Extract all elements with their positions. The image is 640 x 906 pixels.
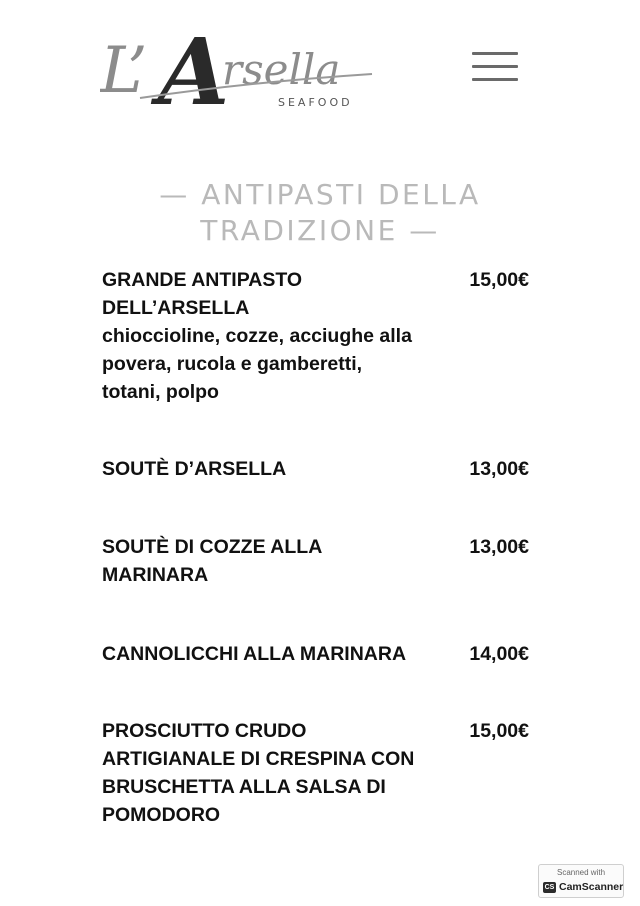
item-name-line: CANNOLICCHI ALLA MARINARA <box>102 643 407 665</box>
section-title-line-1: — ANTIPASTI DELLA <box>159 177 481 211</box>
item-description-line: totani, polpo <box>102 381 219 403</box>
item-name <box>102 266 447 406</box>
watermark-name: CamScanner <box>559 881 624 893</box>
hamburger-icon[interactable] <box>470 50 522 84</box>
section-title-line-2: TRADIZIONE — <box>200 213 440 247</box>
item-name-line: POMODORO <box>102 804 221 826</box>
logo-initial: L’ <box>100 34 148 108</box>
hamburger-bar <box>472 65 518 68</box>
brand-logo[interactable] <box>100 12 380 127</box>
item-description-line: chioccioline, cozze, acciughe alla <box>102 325 412 347</box>
item-price: 13,00€ <box>469 458 529 480</box>
item-name <box>102 455 447 483</box>
item-price: 15,00€ <box>469 269 529 291</box>
hamburger-bar <box>472 52 518 55</box>
item-name <box>102 640 447 668</box>
camscanner-watermark <box>538 864 624 898</box>
logo-letter: A <box>158 18 230 126</box>
item-price: 15,00€ <box>469 720 529 742</box>
item-price: 13,00€ <box>469 536 529 558</box>
logo-tagline: SEAFOOD <box>278 96 353 109</box>
item-name <box>102 717 447 829</box>
item-description-line: povera, rucola e gamberetti, <box>102 353 363 375</box>
section-title <box>90 177 550 249</box>
hamburger-bar <box>472 78 518 81</box>
logo-graphic <box>100 12 380 127</box>
item-name-line: BRUSCHETTA ALLA SALSA DI <box>102 776 386 798</box>
item-name <box>102 533 447 589</box>
item-name-line: MARINARA <box>102 564 209 586</box>
camscanner-icon: CS <box>544 884 555 891</box>
site-header <box>0 0 640 140</box>
logo-wordmark: rsella <box>222 45 341 94</box>
watermark-caption: Scanned with <box>556 868 606 877</box>
item-name-line: GRANDE ANTIPASTO <box>102 269 303 291</box>
item-name-line: PROSCIUTTO CRUDO <box>102 720 307 742</box>
item-name-line: SOUTÈ D’ARSELLA <box>102 458 287 480</box>
item-name-line: SOUTÈ DI COZZE ALLA <box>102 536 323 558</box>
item-name-line: ARTIGIANALE DI CRESPINA CON <box>102 748 415 770</box>
item-name-line: DELL’ARSELLA <box>102 297 250 319</box>
item-price: 14,00€ <box>469 643 529 665</box>
